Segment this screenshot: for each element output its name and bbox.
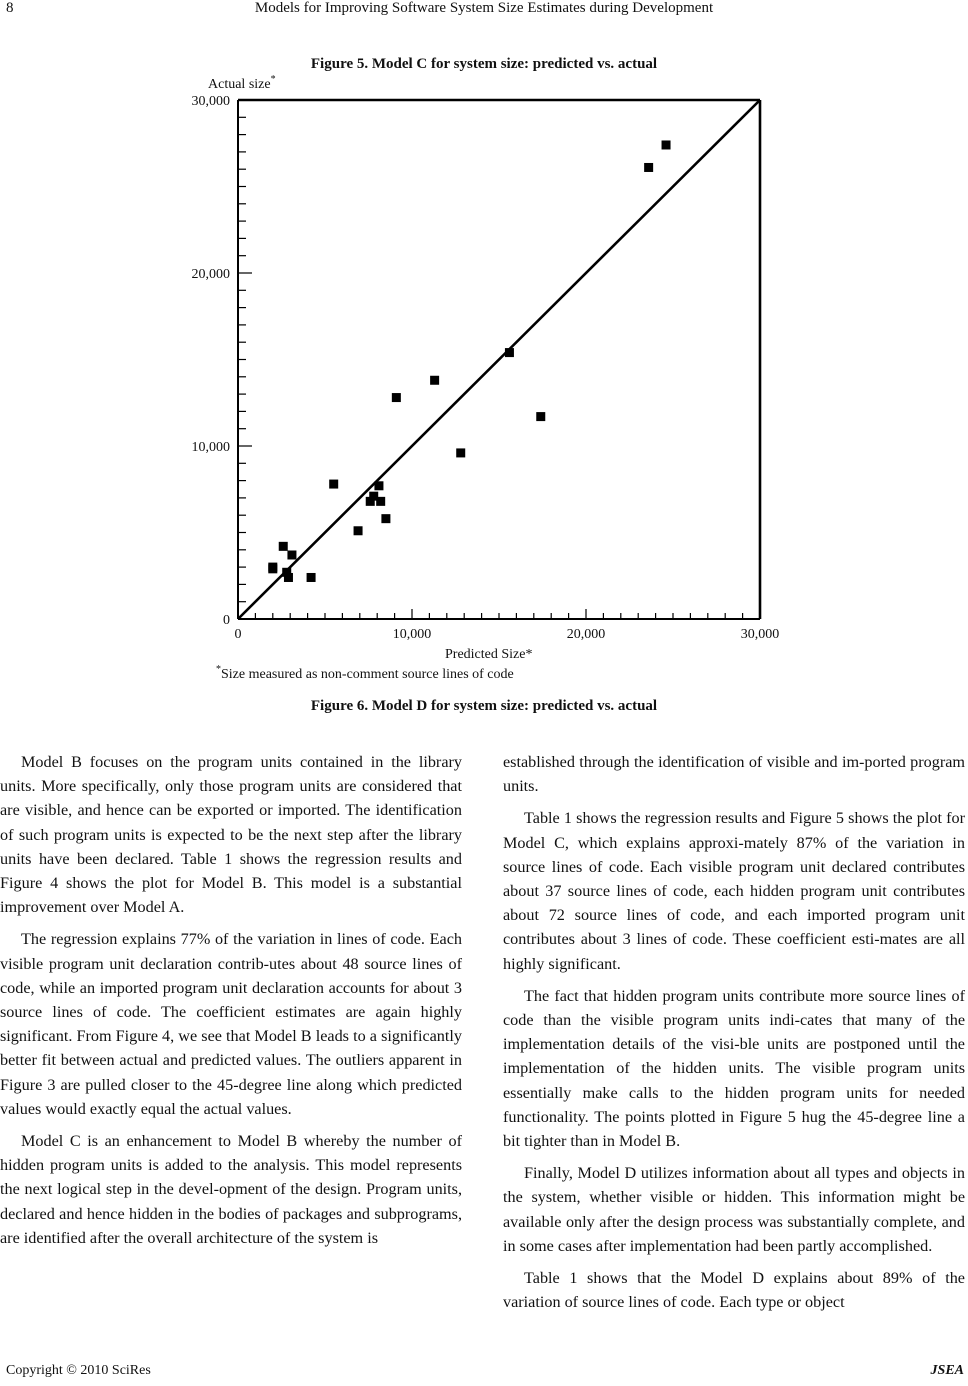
x-tick-label: 0 <box>234 627 242 642</box>
y-tick-label: 10,000 <box>191 440 230 455</box>
data-point <box>279 542 288 551</box>
x-tick-label: 20,000 <box>566 627 606 642</box>
data-point <box>374 481 383 490</box>
chart-ticks <box>192 94 780 642</box>
data-point <box>307 573 316 582</box>
paragraph: Model B focuses on the program units contained in the library units. More specifically, only those program units are considered that are visible, and hence can be exported or imported. The identification of such program units is expected to be the next step after the library units have been declared. Table 1 shows the regression results and Figure 4 shows the plot for Model B. This model is a substantial improvement over Model A. <box>0 753 462 917</box>
copyright: Copyright © 2010 SciRes <box>6 1363 151 1378</box>
paragraph: Finally, Model D utilizes information about all types and objects in the system, whether visible or hidden. This information might be available only after the design process was substantially complete, and in some cases after implementation had been partly accomplished. <box>503 1164 965 1255</box>
chart-points <box>268 140 670 582</box>
reference-45-degree-line <box>238 100 760 619</box>
figure-5-caption: Figure 5. Model C for system size: predicted vs. actual <box>310 56 658 72</box>
paragraph: The regression explains 77% of the variation in lines of code. Each visible program unit declaration contrib-utes about 48 source lines of code, while an imported program unit declaration accounts for about 3 source lines of code. The coefficient estimates are again highly significant. From Figure 4, we see that Model B leads to a significantly better fit between actual and predicted values. The outliers apparent in Figure 3 are pulled closer to the 45-degree line along which predicted values would exactly equal the actual values. <box>0 930 462 1118</box>
paragraph: Model C is an enhancement to Model B whereby the number of hidden program units is added to the analysis. This model represents the next logical step in the devel-opment of the design. Program units, declared and hence hidden in the bodies of packages and subprograms, are identified after the overall architecture of the system is <box>0 1132 462 1247</box>
journal-abbrev: JSEA <box>930 1363 964 1378</box>
y-tick-label: 0 <box>223 613 230 628</box>
right-column <box>503 750 965 1322</box>
y-axis-label: Actual size* <box>208 74 276 92</box>
paragraph: The fact that hidden program units contribute more source lines of code than the visible program units indi-cates that many of the implementation details of the visi-ble units are postponed until the implementation of the hidden units. The visible program units essentially make calls to the hidden program units for needed functionality. The points plotted in Figure 5 hug the 45-degree line a bit tighter than in Model B. <box>503 986 965 1151</box>
data-point <box>644 163 653 172</box>
data-point <box>536 412 545 421</box>
y-tick-label: 20,000 <box>191 267 230 282</box>
y-tick-label: 30,000 <box>191 94 230 109</box>
data-point <box>268 564 277 573</box>
data-point <box>284 573 293 582</box>
page-number: 8 <box>6 0 14 16</box>
data-point <box>329 480 338 489</box>
data-point <box>662 140 671 149</box>
x-tick-label: 30,000 <box>740 627 780 642</box>
paragraph-continuation: established through the identification of visible and im-ported program units. <box>503 753 965 796</box>
figure-6-caption: Figure 6. Model D for system size: predicted vs. actual <box>310 698 658 714</box>
data-point <box>392 393 401 402</box>
left-column <box>0 750 462 1258</box>
data-point <box>381 514 390 523</box>
running-title: Models for Improving Software System Size Estimates during Development <box>254 0 714 16</box>
paragraph: Table 1 shows that the Model D explains about 89% of the variation of source lines of code. Each type or object <box>503 1269 965 1312</box>
x-axis-label: Predicted Size* <box>445 647 533 662</box>
paragraph: Table 1 shows the regression results and Figure 5 shows the plot for Model C, which explains approxi-mately 87% of the variation in source lines of code. Each visible program unit declared contributes about 37 source lines of code, each hidden program unit contributes about 72 source lines of code, and each imported program unit contributes about 3 lines of code. These coefficient esti-mates are all highly significant. <box>503 809 965 973</box>
data-point <box>456 448 465 457</box>
x-tick-label: 10,000 <box>392 627 432 642</box>
data-point <box>287 550 296 559</box>
data-point <box>505 348 514 357</box>
data-point <box>376 497 385 506</box>
data-point <box>354 526 363 535</box>
data-point <box>430 376 439 385</box>
size-footnote: *Size measured as non-comment source lines of code <box>216 664 514 682</box>
